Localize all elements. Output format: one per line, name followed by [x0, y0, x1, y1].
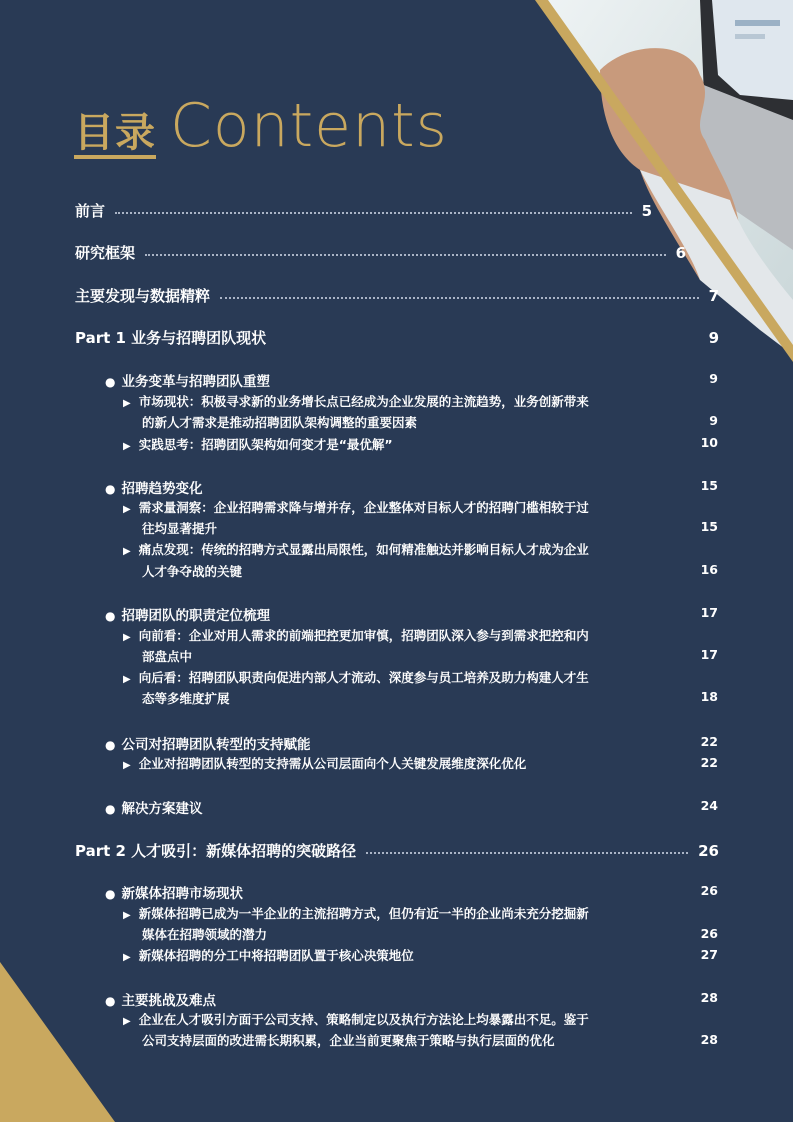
toc-entry-preface[interactable]: [75, 200, 652, 221]
toc-subitem-cont: 态等多维度扩展: [142, 691, 230, 706]
toc-entry-framework[interactable]: [75, 242, 686, 263]
toc-page: 26: [700, 926, 718, 941]
toc-subitem-cont: 媒体在招聘领域的潜力: [142, 927, 268, 942]
toc-page: 10: [700, 435, 718, 450]
toc-page: 24: [700, 798, 718, 813]
toc-subitem-cont: 部盘点中: [142, 649, 193, 664]
dot-leader: [115, 212, 632, 214]
toc-subitem-cont: 公司支持层面的改进需长期积累，企业当前更聚焦于策略与执行层面的优化: [142, 1033, 555, 1048]
toc-subitem[interactable]: ▶ 向后看：招聘团队职责向促进内部人才流动、深度参与员工培养及助力构建人才生: [123, 668, 589, 686]
toc-subitem-cont: 的新人才需求是推动招聘团队架构调整的重要因素: [142, 415, 418, 430]
toc-section-2-2[interactable]: ● 主要挑战及难点: [105, 989, 216, 1009]
toc-subitem[interactable]: ▶ 痛点发现：传统的招聘方式显露出局限性，如何精准触达并影响目标人才成为企业: [123, 540, 589, 558]
toc-section-1-5[interactable]: ● 解决方案建议: [105, 797, 202, 817]
toc-page: 18: [700, 689, 718, 704]
toc-entry-findings[interactable]: [75, 285, 719, 306]
toc-page: 7: [708, 286, 719, 305]
toc-page: 6: [675, 243, 686, 262]
toc-page: 16: [700, 562, 718, 577]
toc-subitem-cont: 往均显著提升: [142, 521, 218, 536]
title-chinese: 目录: [74, 113, 156, 159]
toc-subitem[interactable]: ▶ 实践思考：招聘团队架构如何变才是“最优解”: [123, 435, 393, 453]
toc-label: 研究框架: [75, 244, 136, 262]
toc-page: 22: [700, 734, 718, 749]
toc-page: 22: [700, 755, 718, 770]
toc-label: 前言: [75, 202, 106, 220]
toc-page: 17: [700, 605, 718, 620]
dot-leader: [220, 297, 699, 299]
toc-page: 15: [700, 478, 718, 493]
toc-page: 26: [698, 841, 719, 860]
toc-section-1-2[interactable]: ● 招聘趋势变化: [105, 477, 202, 497]
toc-section-2-1[interactable]: ● 新媒体招聘市场现状: [105, 882, 243, 902]
toc-page: 15: [700, 519, 718, 534]
toc-entry-part2[interactable]: [75, 840, 719, 861]
toc-subitem[interactable]: ▶ 新媒体招聘的分工中将招聘团队置于核心决策地位: [123, 946, 414, 964]
toc-page: 5: [641, 201, 652, 220]
toc-page: 17: [700, 647, 718, 662]
toc-entry-part1[interactable]: [75, 327, 719, 348]
toc-section-1-4[interactable]: ● 公司对招聘团队转型的支持赋能: [105, 733, 310, 753]
toc-page: 26: [700, 883, 718, 898]
toc-page: 27: [700, 947, 718, 962]
toc-label: Part 2 人才吸引：新媒体招聘的突破路径: [75, 842, 357, 860]
toc-section-1-1[interactable]: ● 业务变革与招聘团队重塑: [105, 370, 270, 390]
dot-leader: [145, 254, 666, 256]
toc-subitem[interactable]: ▶ 市场现状：积极寻求新的业务增长点已经成为企业发展的主流趋势，业务创新带来: [123, 392, 589, 410]
toc-section-1-3[interactable]: ● 招聘团队的职责定位梳理: [105, 604, 270, 624]
toc-subitem[interactable]: ▶ 新媒体招聘已成为一半企业的主流招聘方式，但仍有近一半的企业尚未充分挖掘新: [123, 904, 589, 922]
toc-page: 9: [709, 413, 718, 428]
toc-page: 9: [708, 328, 719, 347]
toc-subitem[interactable]: ▶ 需求量洞察：企业招聘需求降与增并存，企业整体对目标人才的招聘门槛相较于过: [123, 498, 589, 516]
toc-label: 主要发现与数据精粹: [75, 287, 211, 305]
toc-page: 28: [700, 1032, 718, 1047]
toc-subitem[interactable]: ▶ 企业在人才吸引方面于公司支持、策略制定以及执行方法论上均暴露出不足。鉴于: [123, 1010, 589, 1028]
toc-page: 9: [709, 371, 718, 386]
toc-page: 28: [700, 990, 718, 1005]
toc-subitem-cont: 人才争夺战的关键: [142, 564, 243, 579]
page-title: [74, 91, 448, 161]
toc-label: Part 1 业务与招聘团队现状: [75, 329, 267, 347]
toc-subitem[interactable]: ▶ 向前看：企业对用人需求的前端把控更加审慎，招聘团队深入参与到需求把控和内: [123, 626, 589, 644]
dot-leader: [366, 852, 688, 854]
title-english: Contents: [170, 91, 448, 161]
toc-subitem[interactable]: ▶ 企业对招聘团队转型的支持需从公司层面向个人关键发展维度深化优化: [123, 754, 526, 772]
